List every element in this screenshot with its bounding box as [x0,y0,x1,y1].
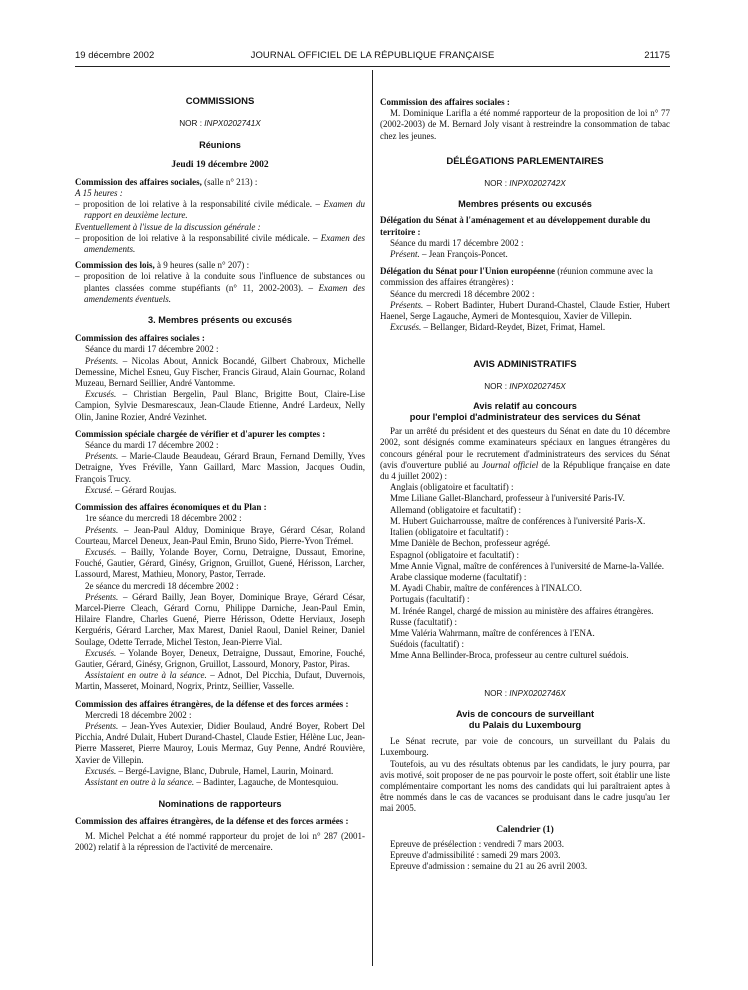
notice-text: Toutefois, au vu des résultats obtenus par les candidats, le jury pourra, par avis motivé, soit proposer de ne pas pourvoir le poste offert, soit établir une liste complémentaire comportant les noms des candidats qui lui paraîtraient aptes à être nommés dans le cas de vacances se produisant dans le cadre jusqu'au 1er mai 2005. [380,758,670,814]
language-line: Allemand (obligatoire et facultatif) : [390,504,521,515]
calendar-line: Epreuve de présélection : vendredi 7 mars 2003. [390,838,564,849]
session-line: Séance du mardi 17 décembre 2002 : [85,440,219,451]
section-title: 3. Membres présents ou excusés [147,315,292,326]
notice-title: Avis de concours de surveillant [455,708,595,719]
column-divider [372,70,373,966]
language-line: Anglais (obligatoire et facultatif) : [390,482,514,493]
calendar-line: Epreuve d'admission : semaine du 21 au 26 avril 2003. [390,861,588,872]
notice-title: pour l'emploi d'administrateur des services du Sénat [409,412,641,423]
section-title: Nominations de rapporteurs [158,799,282,810]
attendance-assisting: Assistant en outre à la séance. – Badinter, Lagauche, de Montesquiou. [85,776,339,787]
attendance-excused: Excusés. – Christian Bergelin, Paul Blanc, Brigitte Bout, Claire-Lise Campion, Sylvie Desmarescaux, Jean-Claude Etienne, André Lardeux, Nelly Olin, Janine Rozier, André Vezinhet. [75,389,365,422]
session-line: Séance du mardi 17 décembre 2002 : [390,237,524,248]
calendar-title: Calendrier (1) [496,824,554,835]
nor-code: NOR : INPX0202741X [179,119,261,129]
commission-heading: Commission des affaires sociales, (salle n° 213) : [75,176,258,187]
avis-title: AVIS ADMINISTRATIFS [473,359,577,371]
attendance-present: Présents. – Gérard Bailly, Jean Boyer, Dominique Braye, Gérard César, Marcel-Pierre Cleach, Gérard Cornu, Philippe Darniche, Jean-Paul Emin, Hilaire Flandre, Charles Guené, Pierre Hérisson, Odette Herviaux, Joseph Kerguéris, Gérard Larcher, Max Marest, Daniel Raoul, Daniel Reiner, Daniel Soulage, Odette Terrade, Michel Teston, Jean-Pierre Vial. [75,591,366,647]
notice-title: du Palais du Luxembourg [468,719,582,730]
session-line: 2e séance du mercredi 18 décembre 2002 : [85,580,239,591]
header-date: 19 décembre 2002 [75,50,155,61]
commissions-title: COMMISSIONS [185,96,255,107]
section-title: Membres présents ou excusés [458,199,592,210]
notice-text: Par un arrêté du président et des questeurs du Sénat en date du 10 décembre 2002, sont désignés comme examinateurs spéciaux en langues étrangères du concours général pour le recrutement d'administrateurs des services du Sénat (avis d'ouverture publié au Journal officiel de la République française en date du 4 juillet 2002) : [380,426,671,482]
examiner-line: Mme Annie Vignal, maître de conférences à l'université de Marne-la-Vallée. [390,560,665,571]
agenda-item: – proposition de loi relative à la conduite sous l'influence de substances ou plantes classées comme stupéfiants (n° 11, 2002-2003). – Examen des amendements éventuels. [75,271,366,304]
agenda-item: – proposition de loi relative à la responsabilité civile médicale. – Examen du rapport en deuxième lecture. [75,199,365,221]
commission-heading: Commission des affaires étrangères, de la défense et des forces armées : [75,816,349,827]
delegation-heading: Délégation du Sénat pour l'Union européenne (réunion commune avec la commission des affaires étrangères) : [380,266,653,288]
notice-title: Avis relatif au concours [473,400,577,411]
attendance-present: Présents. – Marie-Claude Beaudeau, Gérard Braun, Fernand Demilly, Yves Detraigne, Yves Fréville, Yann Gaillard, Marc Massion, Jacques Oudin, François Trucy. [75,451,366,484]
commission-heading: Commission des lois, à 9 heures (salle n° 207) : [75,260,250,271]
language-line: Portugais (facultatif) : [390,594,470,605]
nomination-text: M. Dominique Larifla a été nommé rapporteur de la proposition de loi n° 77 (2002-2003) de M. Bernard Joly visant à restreindre la consommation de tabac chez les jeunes. [380,108,670,141]
commission-heading: Commission des affaires étrangères, de la défense et des forces armées : [75,698,349,709]
attendance-present: Présents. – Jean-Yves Autexier, Didier Boulaud, André Boyer, Robert Del Picchia, André Dulait, Hubert Durand-Chastel, Claude Estier, Hélène Luc, Jean-Pierre Masseret, Pierre Mauroy, Louis Mermaz, Guy Penne, André Rouvière, Xavier de Villepin. [75,720,366,765]
header-rule [75,66,670,67]
commission-heading: Commission des affaires sociales : [380,97,510,107]
attendance-present: Présent. – Jean François-Poncet. [390,249,508,260]
notice-text: Le Sénat recrute, par voie de concours, un surveillant du Palais du Luxembourg. [380,736,670,758]
session-line: Séance du mercredi 18 décembre 2002 : [390,288,535,299]
delegations-title: DÉLÉGATIONS PARLEMENTAIRES [446,155,604,167]
language-line: Russe (facultatif) : [390,616,457,627]
page-header [75,50,670,64]
examiner-line: Mme Valéria Wahrmann, maître de conférences à l'ENA. [390,627,595,638]
nor-code: NOR : INPX0202746X [484,688,566,698]
attendance-excused: Excusés. – Bailly, Yolande Boyer, Cornu, Detraigne, Dussaut, Emorine, Fouché, Gautier, Gérard, Ginésy, Grignon, Gruillot, Guené, Hérisson, Larcher, Lassourd, Marest, Mathieu, Monory, Pastor, Terrade. [75,546,365,580]
attendance-excused: Excusés. – Yolande Boyer, Deneux, Detraigne, Dussaut, Emorine, Fouché, Gautier, Gérard, Ginésy, Grignon, Gruillot, Lassourd, Monory, Pastor, Piras. [75,647,366,669]
attendance-excused: Excusés. – Bergé-Lavigne, Blanc, Dubrule, Hamel, Laurin, Moinard. [85,765,334,776]
commission-heading: Commission des affaires économiques et du Plan : [75,502,267,513]
attendance-present: Présents. – Robert Badinter, Hubert Durand-Chastel, Claude Estier, Hubert Haenel, Serge Lagauche, Aymeri de Montesquiou, Xavier de Villepin. [380,299,671,322]
examiner-line: Mme Liliane Gallet-Blanchard, professeur à l'université Paris-IV. [390,493,625,504]
calendar-line: Epreuve d'admissibilité : samedi 29 mars 2003. [390,849,561,860]
delegation-heading: Délégation du Sénat à l'aménagement et au développement durable du territoire : [380,215,651,237]
attendance-present: Présents. – Nicolas About, Annick Bocandé, Gilbert Chabroux, Michelle Demessine, Michel Esneu, Guy Fischer, Francis Giraud, Alain Gournac, Roland Muzeau, Bernard Seillier, André Vantomme. [75,355,365,389]
session-line: Mercredi 18 décembre 2002 : [85,709,192,720]
nor-code: NOR : INPX0202745X [484,381,566,391]
session-line: 1re séance du mercredi 18 décembre 2002 : [85,513,242,524]
attendance-present: Présents. – Jean-Paul Alduy, Dominique Braye, Gérard César, Roland Courteau, Marcel Deneux, Jean-Paul Emin, Bruno Sido, Pierre-Yvon Trémel. [75,524,365,546]
attendance-excused: Excusés. – Bellanger, Bidard-Reydet, Bizet, Frimat, Hamel. [390,322,606,333]
examiner-line: M. Ayadi Chabir, maître de conférences à l'INALCO. [390,583,582,594]
commission-heading: Commission spéciale chargée de vérifier et d'apurer les comptes : [75,428,326,439]
commission-heading: Commission des affaires sociales : [75,333,205,344]
language-line: Suédois (facultatif) : [390,639,464,650]
left-column [75,96,365,853]
attendance-assisting: Assistaient en outre à la séance. – Adnot, Del Picchia, Dufaut, Duvernois, Martin, Masseret, Moinard, Nogrix, Printz, Seillier, Vasselle. [75,670,365,692]
examiner-line: M. Irénée Rangel, chargé de mission au ministère des affaires étrangères. [390,605,654,616]
right-column [380,97,670,872]
meeting-date: Jeudi 19 décembre 2002 [171,159,269,170]
language-line: Italien (obligatoire et facultatif) : [390,527,509,538]
reunions-title: Réunions [199,140,241,151]
language-line: Espagnol (obligatoire et facultatif) : [390,549,519,560]
attendance-excused: Excusé. – Gérard Roujas. [85,484,177,495]
examiner-line: M. Hubert Guicharrousse, maître de conférences à l'université Paris-X. [390,515,646,526]
nomination-text: M. Michel Pelchat a été nommé rapporteur du projet de loi n° 287 (2001-2002) relatif à la répression de l'activité de mercenaire. [75,830,365,852]
page-number: 21175 [644,50,670,61]
examiner-line: Mme Danièle de Bechon, professeur agrégé. [390,538,551,549]
language-line: Arabe classique moderne (facultatif) : [390,571,527,582]
time-line: A 15 heures : [75,188,123,199]
examiner-line: Mme Anna Bellinder-Broca, professeur au centre culturel suédois. [390,650,629,661]
nor-code: NOR : INPX0202742X [484,179,566,189]
agenda-item: – proposition de loi relative à la responsabilité civile médicale. – Examen des amendements. [75,232,366,255]
session-line: Séance du mardi 17 décembre 2002 : [85,344,219,355]
journal-title: JOURNAL OFFICIEL DE LA RÉPUBLIQUE FRANÇAISE [250,50,495,61]
time-line: Eventuellement à l'issue de la discussion générale : [75,221,261,232]
